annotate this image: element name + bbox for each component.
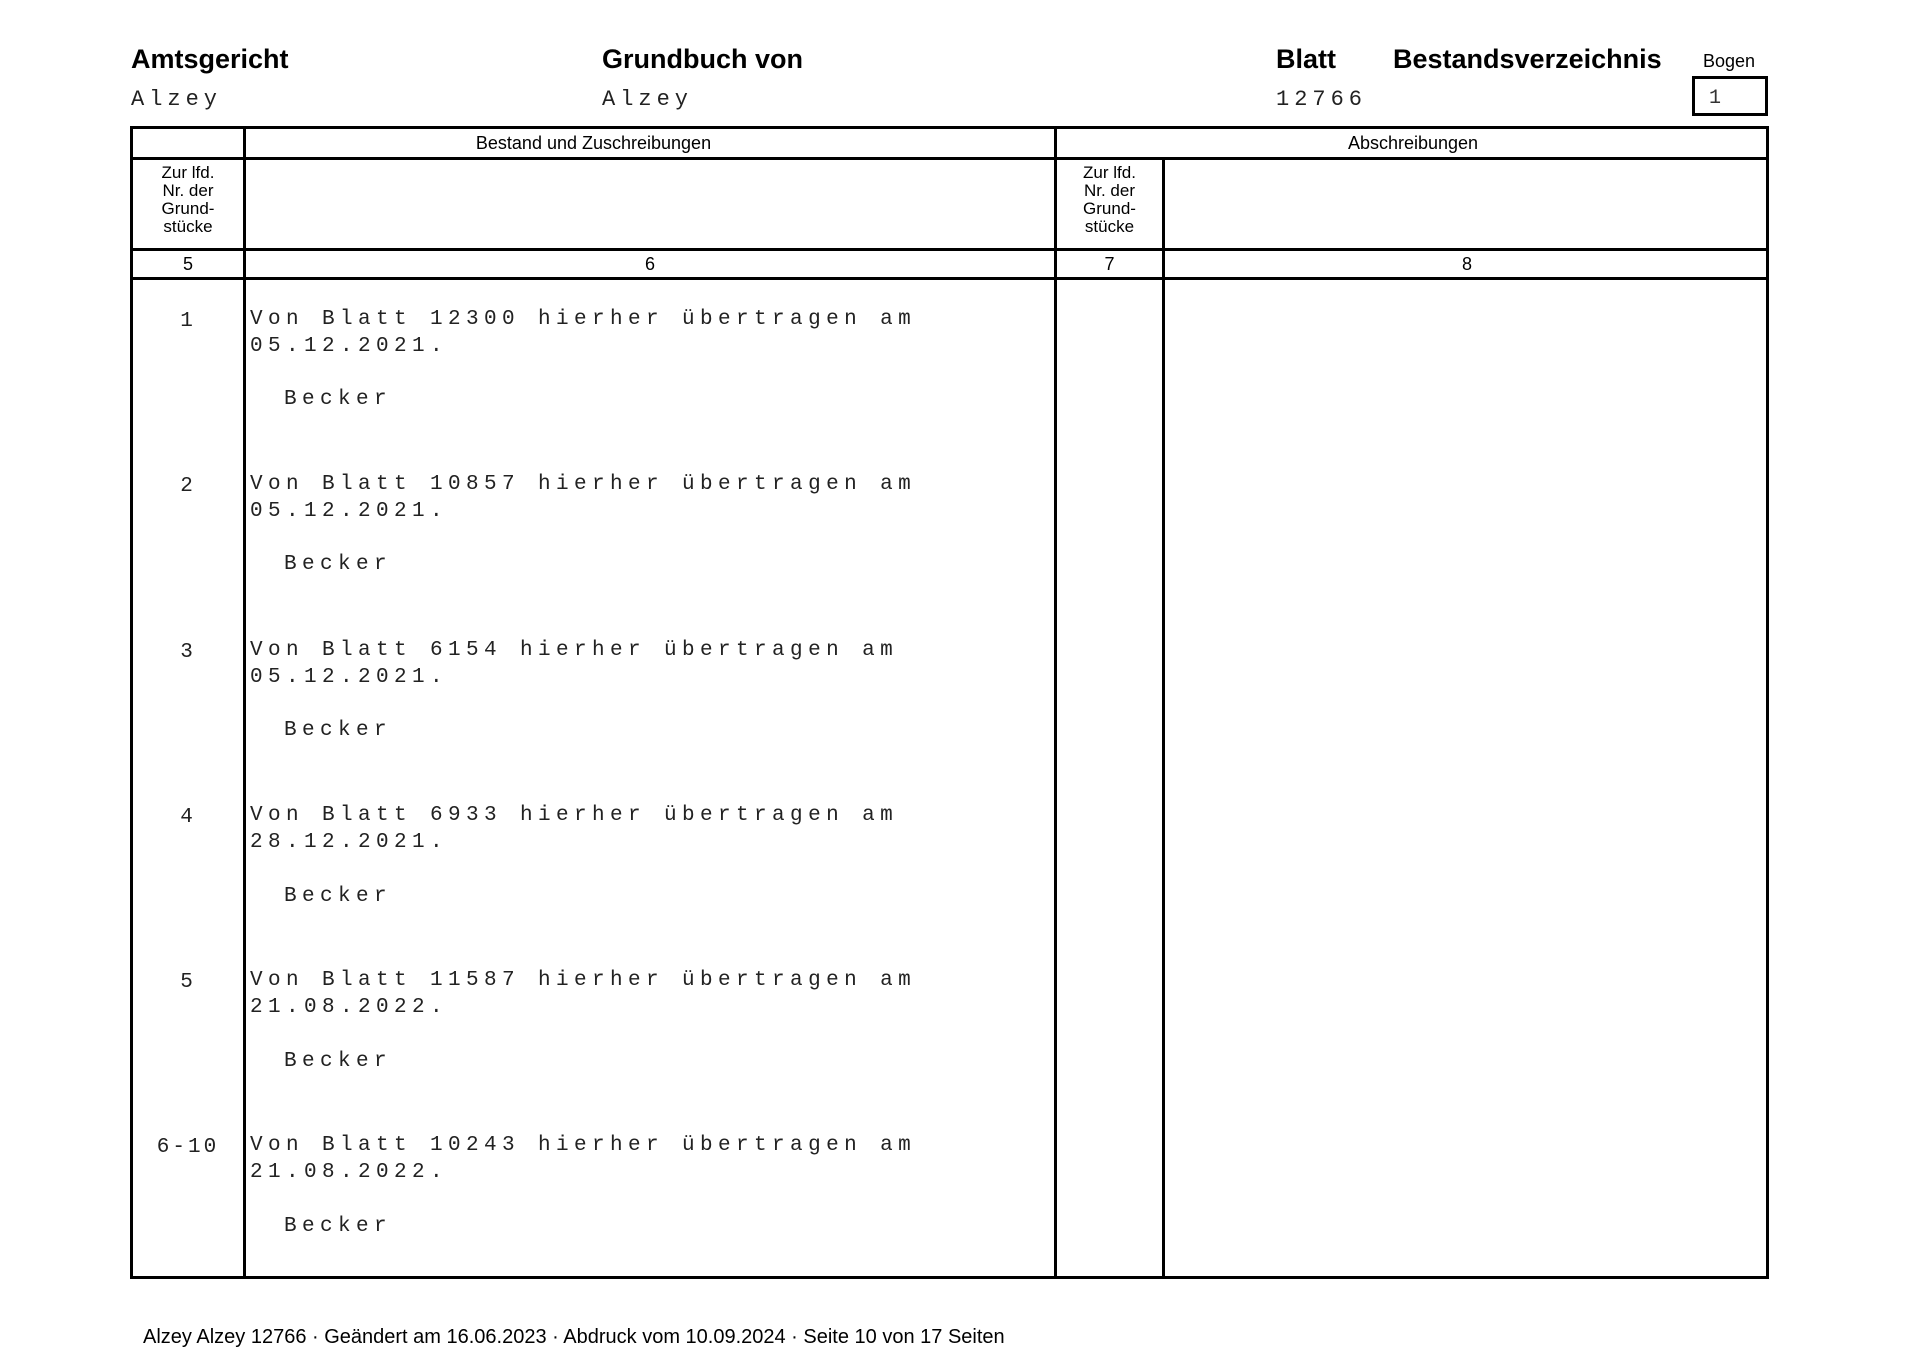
divider-col5-col6 bbox=[243, 129, 246, 1276]
register-table bbox=[130, 126, 1769, 1279]
entry-5-sign: Becker bbox=[284, 1050, 393, 1073]
entry-5-nr: 5 bbox=[180, 971, 196, 994]
divider-subheaders bbox=[133, 248, 1766, 251]
entry-2-text: Von Blatt 10857 hierher übertragen am 05.12.2021. bbox=[250, 473, 917, 523]
bogen-box bbox=[1692, 76, 1768, 116]
col-number-7: 7 bbox=[1104, 254, 1115, 274]
page-footer: Alzey Alzey 12766 · Geändert am 16.06.2023 · Abdruck vom 10.09.2024 · Seite 10 von 17 Seiten bbox=[143, 1326, 1005, 1348]
entry-1-sign: Becker bbox=[284, 388, 393, 411]
entry-2-sign: Becker bbox=[284, 553, 393, 576]
right-section-title: Abschreibungen bbox=[1347, 133, 1479, 153]
divider-section-titles bbox=[133, 157, 1766, 160]
register-label: Grundbuch von bbox=[602, 44, 803, 74]
left-section-title: Bestand und Zuschreibungen bbox=[475, 133, 712, 153]
entry-2-nr: 2 bbox=[180, 475, 196, 498]
entry-6-nr: 6-10 bbox=[156, 1136, 220, 1159]
col-number-5: 5 bbox=[182, 254, 193, 274]
col-number-6: 6 bbox=[644, 254, 655, 274]
section-title: Bestandsverzeichnis bbox=[1393, 44, 1662, 74]
sheet-value: 12766 bbox=[1276, 87, 1368, 112]
divider-left-right bbox=[1054, 126, 1057, 1279]
left-nr-subheader: Zur lfd. Nr. der Grund- stücke bbox=[161, 163, 215, 236]
entry-3-nr: 3 bbox=[180, 641, 196, 664]
court-label: Amtsgericht bbox=[131, 44, 289, 74]
right-nr-subheader: Zur lfd. Nr. der Grund- stücke bbox=[1083, 163, 1136, 236]
entry-4-sign: Becker bbox=[284, 885, 393, 908]
divider-col7-col8 bbox=[1162, 157, 1165, 1276]
divider-col-numbers bbox=[133, 277, 1766, 280]
entry-4-text: Von Blatt 6933 hierher übertragen am 28.12.2021. bbox=[250, 804, 899, 854]
entry-6-text: Von Blatt 10243 hierher übertragen am 21.08.2022. bbox=[250, 1134, 917, 1184]
entry-4-nr: 4 bbox=[180, 806, 196, 829]
court-value: Alzey bbox=[131, 87, 223, 112]
register-value: Alzey bbox=[602, 87, 694, 112]
entry-3-text: Von Blatt 6154 hierher übertragen am 05.12.2021. bbox=[250, 639, 899, 689]
sheet-label: Blatt bbox=[1276, 44, 1336, 74]
bogen-value: 1 bbox=[1709, 87, 1722, 110]
entry-6-sign: Becker bbox=[284, 1215, 393, 1238]
col-number-8: 8 bbox=[1461, 254, 1472, 274]
entry-1-text: Von Blatt 12300 hierher übertragen am 05.12.2021. bbox=[250, 308, 917, 358]
bogen-label: Bogen bbox=[1703, 51, 1756, 71]
entry-1-nr: 1 bbox=[180, 310, 196, 333]
entry-3-sign: Becker bbox=[284, 719, 393, 742]
entry-5-text: Von Blatt 11587 hierher übertragen am 21.08.2022. bbox=[250, 969, 917, 1019]
